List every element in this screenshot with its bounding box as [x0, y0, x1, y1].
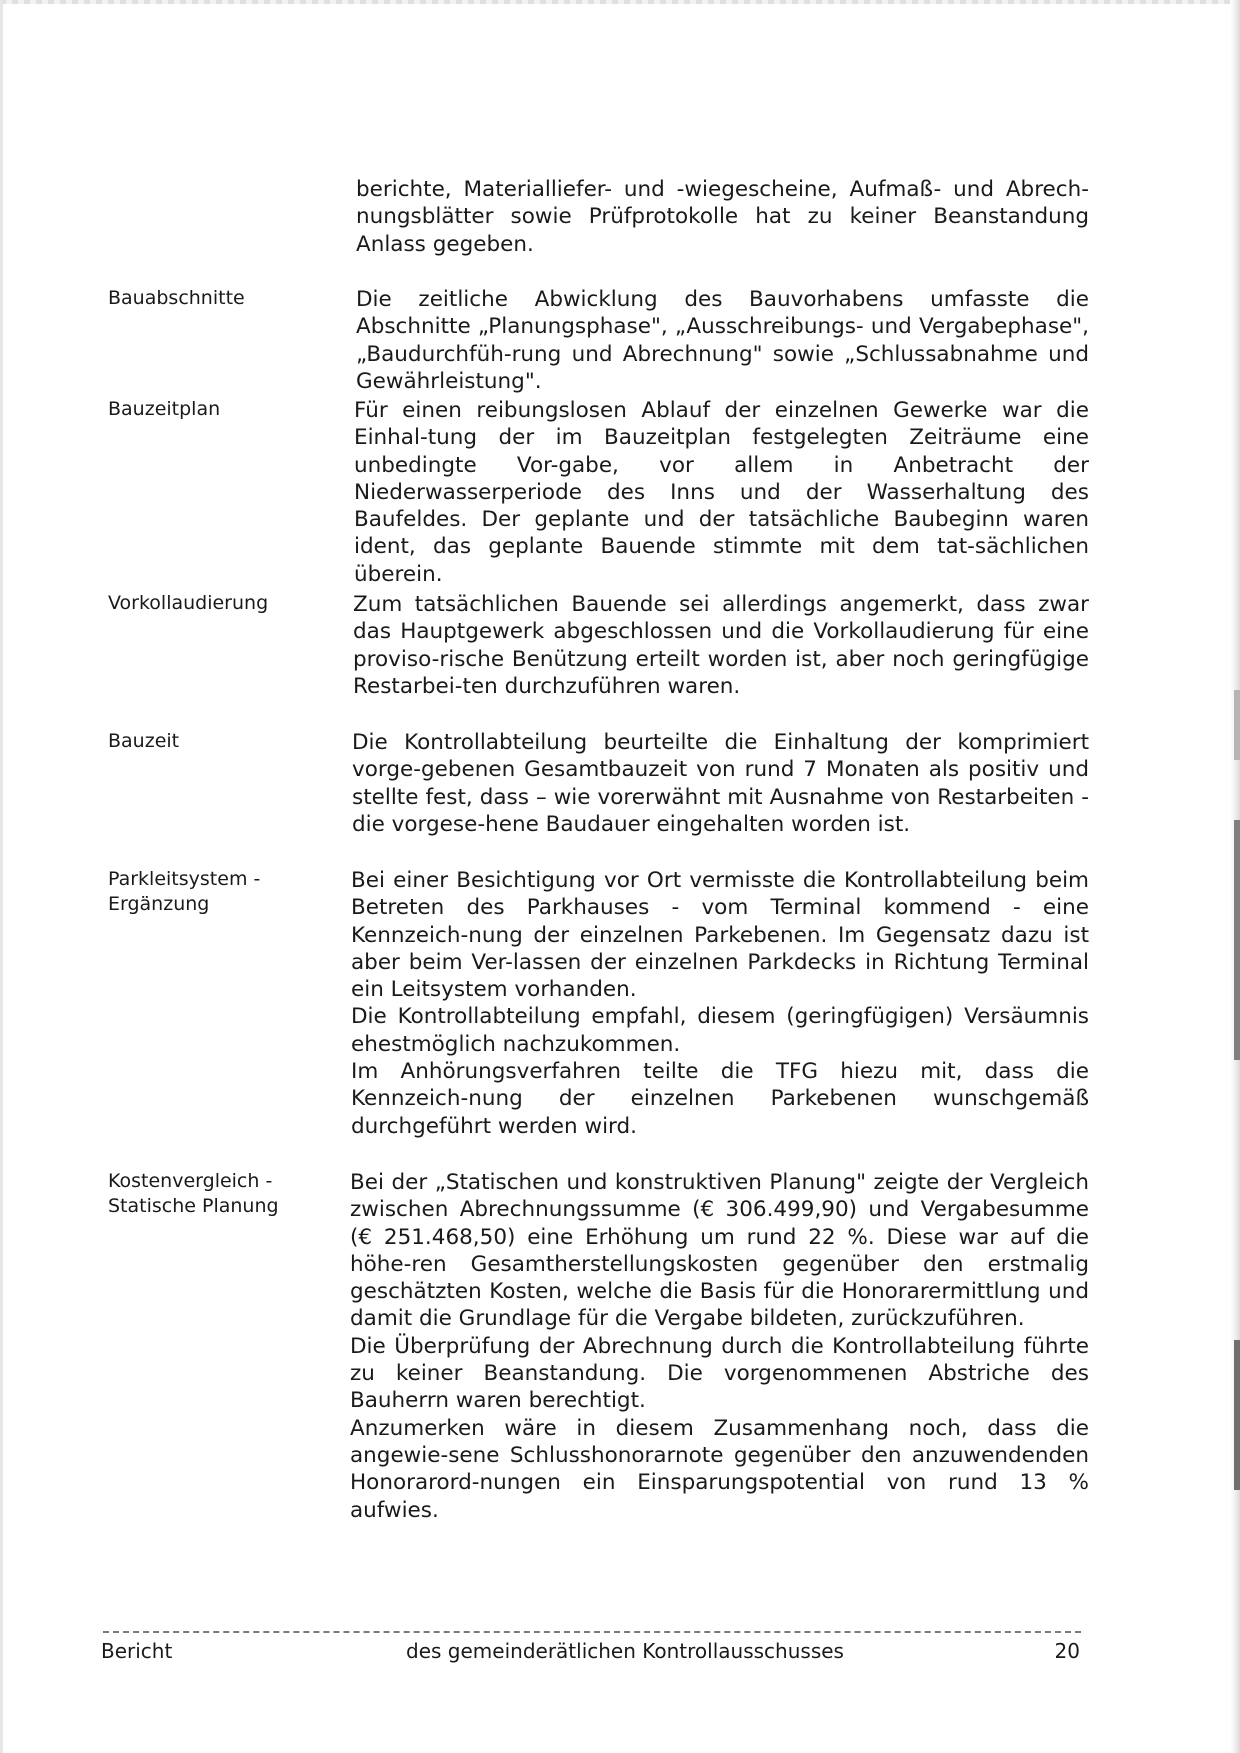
section-bauabschnitte [356, 286, 1089, 395]
section-kostenvergleich [350, 1169, 1089, 1524]
section-bauzeit [352, 729, 1089, 838]
section-paragraph: Für einen reibungslosen Ablauf der einzelnen Gewerke war die Einhal-tung der im Bauzeitplan festgelegten Zeiträume eine unbedingte Vor-gabe, vor allem in Anbetracht der Niederwasserperiode des Inns und der Wasserhaltung des Baufeldes. Der geplante und der tatsächliche Baubeginn waren ident, das geplante Bauende stimmte mit dem tat-sächlichen überein. [354, 398, 1089, 587]
section-bauzeitplan [354, 397, 1089, 588]
section-paragraph: Bei einer Besichtigung vor Ort vermisste die Kontrollabteilung beim Betreten des Parkhauses - vom Terminal kommend - eine Kennzeich-nung der einzelnen Parkebenen. Im Gegensatz dazu ist aber beim Ver-lassen der einzelnen Parkdecks in Richtung Terminal ein Leitsystem vorhanden. [351, 868, 1089, 1003]
footer-report-label: Bericht [101, 1639, 173, 1663]
section-paragraph: Die Überprüfung der Abrechnung durch die Kontrollabteilung führte zu keiner Beanstandung. Die vorgenommenen Abstriche des Bauherrn waren berechtigt. [350, 1333, 1089, 1414]
scan-mark [1234, 820, 1240, 1060]
section-paragraph: Die Kontrollabteilung empfahl, diesem (geringfügigen) Versäumnis ehestmöglich nachzukommen. [351, 1004, 1089, 1057]
section-vorkollaudierung [353, 591, 1089, 700]
scan-mark [1234, 690, 1240, 760]
section-paragraph: Die zeitliche Abwicklung des Bauvorhabens umfasste die Abschnitte „Planungsphase", „Ausschreibungs- und Vergabephase", „Baudurchfüh-rung und Abrechnung" sowie „Schlussabnahme und Gewährleistung". [356, 287, 1089, 394]
footer-divider [103, 1631, 1081, 1633]
section-paragraph: Zum tatsächlichen Bauende sei allerdings angemerkt, dass zwar das Hauptgewerk abgeschlossen und die Vorkollaudierung für eine proviso-rische Benützung erteilt worden ist, aber noch geringfügige Restarbei-ten durchzuführen waren. [353, 592, 1089, 699]
scan-mark [1234, 1340, 1240, 1490]
margin-label-bauabschnitte: Bauabschnitte [108, 287, 245, 309]
margin-label-vorkollaudierung: Vorkollaudierung [108, 592, 269, 614]
scan-edge-top [0, 0, 1240, 4]
footer-committee-title: des gemeinderätlichen Kontrollausschusses [406, 1639, 844, 1663]
intro-paragraph [356, 176, 1089, 258]
margin-label-kostenvergleich: Kostenvergleich - Statische Planung [108, 1170, 279, 1217]
margin-label-bauzeitplan: Bauzeitplan [108, 398, 221, 420]
scan-edge-left [0, 0, 3, 1753]
margin-label-bauzeit: Bauzeit [108, 730, 180, 752]
section-paragraph: Bei der „Statischen und konstruktiven Planung" zeigte der Vergleich zwischen Abrechnungssumme (€ 306.499,90) und Vergabesumme (€ 251.468,50) eine Erhöhung um rund 22 %. Diese war auf die höhe-ren Gesamtherstellungskosten gegenüber den erstmalig geschätzten Kosten, welche die Basis für die Honorarermittlung und damit die Grundlage für die Vergabe bildeten, zurückzuführen. [350, 1170, 1089, 1332]
intro-text: berichte, Materialliefer- und -wiegescheine, Aufmaß- und Abrech-nungsblätter sowie Prüfprotokolle hat zu keiner Beanstandung Anlass gegeben. [356, 177, 1089, 257]
section-parkleitsystem [351, 867, 1089, 1140]
section-paragraph: Die Kontrollabteilung beurteilte die Einhaltung der komprimiert vorge-gebenen Gesamtbauzeit von rund 7 Monaten als positiv und stellte fest, dass – wie vorerwähnt mit Ausnahme von Restarbeiten - die vorgese-hene Baudauer eingehalten worden ist. [352, 730, 1089, 837]
section-paragraph: Im Anhörungsverfahren teilte die TFG hiezu mit, dass die Kennzeich-nung der einzelnen Parkebenen wunschgemäß durchgeführt werden wird. [351, 1059, 1089, 1139]
section-paragraph: Anzumerken wäre in diesem Zusammenhang noch, dass die angewie-sene Schlusshonorarnote gegenüber den anzuwendenden Honorarord-nungen ein Einsparungspotential von rund 13 % aufwies. [350, 1415, 1089, 1523]
page-number: 20 [1054, 1639, 1080, 1663]
margin-label-parkleitsystem: Parkleitsystem - Ergänzung [108, 868, 261, 915]
